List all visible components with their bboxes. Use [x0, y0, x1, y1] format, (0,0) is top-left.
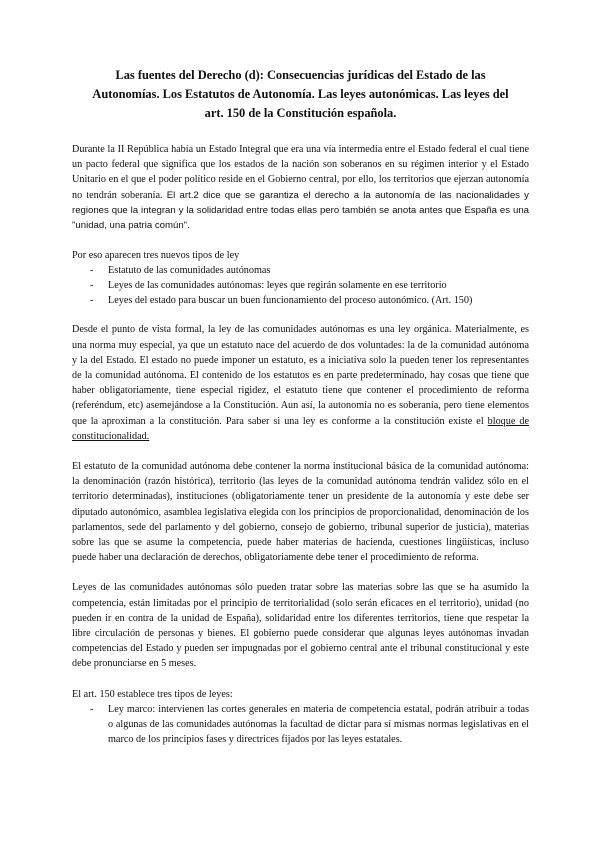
document-title: Las fuentes del Derecho (d): Consecuencias jurídicas del Estado de las Autonomías. Los Estatutos de Autonomía. Las leyes autonómicas. Las leyes del art. 150 de la Constitución española. [92, 68, 509, 120]
paragraph-text: Desde el punto de vista formal, la ley de las comunidades autónomas es una ley orgánica. Materialmente, es una norma muy especial, ya que un estatuto nace del acuerdo de dos voluntades: la de la comunidad autónoma y la del Estado. El estado no puede imponer un estatuto, es a iniciativa solo la pueden tener los representantes de la comunidad autónoma. El contenido de los estatutos es en parte predeterminado, hay cosas que tiene que haber obligatoriamente, tiene especial rigidez, el estatuto tiene que contener el procedimiento de reforma (referéndum, etc) asemejándose a la Constitución. Aun así, la autonomía no es soberanía, pero tiene elementos que la aproximan a la constitución. Para saber si una ley es conforme a la constitución existe el [72, 324, 529, 427]
paragraph-sans-part: El art.2 dice que se garantiza el derecho a la autonomía de las nacionalidades y regiones que la integran y la solidaridad entre todas ellas pero también se anota antes que España es una "unidad, una patria común". [72, 189, 529, 232]
paragraph-punto-de-vista-formal [72, 322, 529, 444]
paragraph-leyes-comunidades: Leyes de las comunidades autónomas sólo pueden tratar sobre las materias sobre las que se ha asumido la competencia, están limitadas por el principio de territorialidad (solo serán eficaces en el territorio), unidad (no pueden ir en contra de la unidad de España), solidaridad entre los diferentes territorios, tiene que respetar la libre circulación de personas y bienes. El gobierno puede considerar que algunas leyes autónomas invadan competencias del Estado y pueden ser impugnadas por el gobierno central ante el tribunal constitucional y este debe pronunciarse en 5 meses. [72, 582, 529, 670]
list-intro-tipos-de-ley: Por eso aparecen tres nuevos tipos de ley [72, 250, 240, 262]
paragraph-ii-republica [72, 142, 529, 233]
list-item [72, 293, 529, 308]
dash-marker: - [90, 265, 94, 277]
list-item [72, 263, 529, 278]
list-item-text: Ley marco: intervienen las cortes generales en materia de competencia estatal, podrán atribuir a todas o algunas de las comunidades autónomas la facultad de dictar para sí mismas normas legislativas en el marco de los principios fases y directrices fijados por las leyes estatales. [108, 703, 529, 745]
paragraph-estatuto-contenido: El estatuto de la comunidad autónoma debe contener la norma institucional básica de la comunidad autónoma: la denominación (razón histórica), territorio (las leyes de la comunidad autónoma tendrán validez sólo en el territorio determinadas), instituciones (obligatoriamente tener un presidente de la autonomía y este debe ser diputado autonómico, asamblea legislativa elegida con los principios de proporcionalidad, denominación de los parlamentos, sede del parlamento y del gobierno, consejo de gobierno, tribunal superior de justicia), materias sobre las que se asume la competencia, puede haber materias de hacienda, cuestiones lingüísticas, incluso puede haber una declaración de derechos, obligatoriamente debe tener el procedimiento de reforma. [72, 461, 529, 564]
dash-marker: - [90, 280, 94, 292]
list-item-text: Leyes del estado para buscar un buen funcionamiento del proceso autonómico. (Art. 150) [108, 295, 473, 307]
dash-marker: - [90, 703, 94, 715]
list-item [72, 278, 529, 293]
list-intro-art-150: El art. 150 establece tres tipos de leyes: [72, 688, 233, 700]
list-art-150 [72, 702, 529, 747]
list-tipos-de-ley [72, 263, 529, 308]
list-item-text: Leyes de las comunidades autónomas: leyes que regirán solamente en ese territorio [108, 280, 447, 292]
document-page [72, 66, 529, 761]
paragraph-serif-part: Durante la II República había un Estado Integral que era una vía intermedia entre el Estado federal el cual tiene un pacto federal que significa que los estados de la nación son soberanos en su régimen interior y el Estado Unitario en el que el poder político reside en el Gobierno central, por ello, los territorios que ejerzan autonomía no tendrán soberanía. [72, 144, 529, 201]
dash-marker: - [90, 295, 94, 307]
bloque-constitucionalidad-term: bloque de constitucionalidad. [72, 415, 529, 442]
list-item-text: Estatuto de las comunidades autónomas [108, 265, 271, 277]
list-item [72, 702, 529, 747]
